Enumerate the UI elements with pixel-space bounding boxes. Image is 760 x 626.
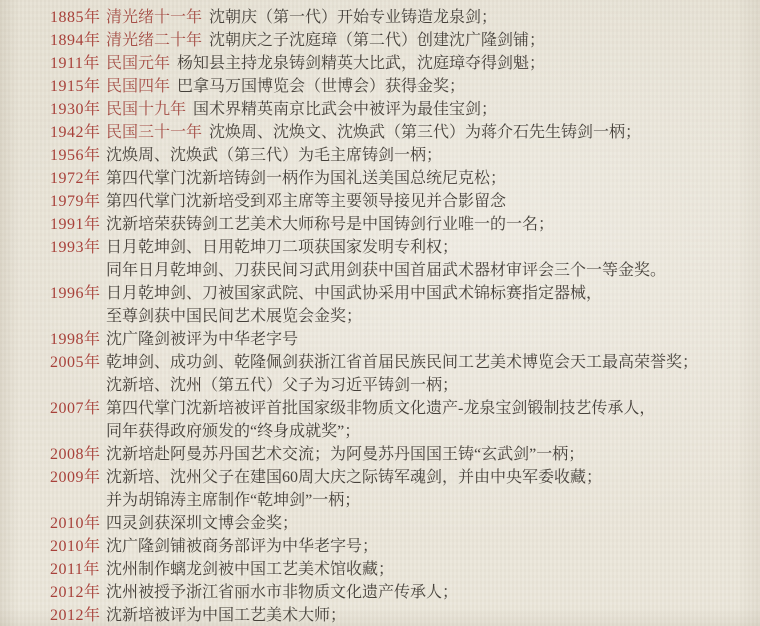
event-text: 民国元年 杨知县主持龙泉铸剑精英大比武，沈庭璋夺得剑魁； bbox=[106, 55, 546, 72]
year-label: 1979年 bbox=[50, 193, 101, 210]
event-text: 民国四年 巴拿马万国博览会（世博会）获得金奖； bbox=[106, 78, 466, 95]
era-label: 清光绪十一年 bbox=[106, 9, 203, 26]
timeline-row bbox=[50, 604, 752, 626]
year-label: 1993年 bbox=[50, 239, 101, 256]
year-label: 1972年 bbox=[50, 170, 101, 187]
year-label: 1998年 bbox=[50, 331, 101, 348]
timeline-row bbox=[50, 213, 752, 236]
year-label: 1911年 bbox=[50, 55, 100, 72]
timeline-row-continuation bbox=[50, 305, 752, 328]
timeline-row bbox=[50, 190, 752, 213]
year-label: 2012年 bbox=[50, 584, 101, 601]
timeline-row bbox=[50, 121, 752, 144]
event-text: 沈州被授予浙江省丽水市非物质文化遗产传承人； bbox=[106, 584, 459, 601]
year-label: 1956年 bbox=[50, 147, 101, 164]
timeline-row-continuation bbox=[50, 489, 752, 512]
year-label: 1894年 bbox=[50, 32, 101, 49]
year-label: 2010年 bbox=[50, 538, 101, 555]
timeline-row bbox=[50, 75, 752, 98]
timeline-row-continuation bbox=[50, 420, 752, 443]
event-text: 民国十九年 国术界精英南京比武会中被评为最佳宝剑； bbox=[106, 101, 498, 118]
event-text: 第四代掌门沈新培受到邓主席等主要领导接见并合影留念 bbox=[106, 193, 507, 210]
event-text: 沈新培、沈州父子在建国60周大庆之际铸军魂剑，并由中央军委收藏； bbox=[106, 469, 603, 486]
year-label: 2010年 bbox=[50, 515, 101, 532]
timeline-row bbox=[50, 466, 752, 489]
event-text: 同年获得政府颁发的“终身成就奖”； bbox=[106, 423, 361, 440]
event-text: 至尊剑获中国民间艺术展览会金奖； bbox=[106, 308, 363, 325]
timeline-row bbox=[50, 29, 752, 52]
year-label: 1930年 bbox=[50, 101, 101, 118]
timeline-row bbox=[50, 52, 752, 75]
era-label: 民国四年 bbox=[106, 78, 171, 95]
event-text: 清光绪十一年 沈朝庆（第一代）开始专业铸造龙泉剑； bbox=[106, 9, 498, 26]
event-text: 沈州制作螭龙剑被中国工艺美术馆收藏； bbox=[106, 561, 395, 578]
event-text: 沈焕周、沈焕武（第三代）为毛主席铸剑一柄； bbox=[106, 147, 443, 164]
timeline-row bbox=[50, 328, 752, 351]
timeline-row bbox=[50, 512, 752, 535]
event-text: 同年日月乾坤剑、刀获民间习武用剑获中国首届武术器材审评会三个一等金奖。 bbox=[106, 262, 667, 279]
timeline-row bbox=[50, 236, 752, 259]
timeline-row bbox=[50, 351, 752, 374]
year-label: 2009年 bbox=[50, 469, 101, 486]
timeline-row bbox=[50, 581, 752, 604]
year-label: 1942年 bbox=[50, 124, 101, 141]
era-label: 民国十九年 bbox=[106, 101, 187, 118]
event-text: 沈新培荣获铸剑工艺美术大师称号是中国铸剑行业唯一的一名； bbox=[106, 216, 555, 233]
year-label: 2011年 bbox=[50, 561, 100, 578]
year-label: 2007年 bbox=[50, 400, 101, 417]
event-text: 并为胡锦涛主席制作“乾坤剑”一柄； bbox=[106, 492, 361, 509]
era-label: 民国元年 bbox=[106, 55, 171, 72]
year-label: 1885年 bbox=[50, 9, 101, 26]
timeline-row bbox=[50, 6, 752, 29]
event-text: 沈新培、沈州（第五代）父子为习近平铸剑一柄； bbox=[106, 377, 459, 394]
event-text: 第四代掌门沈新培铸剑一柄作为国礼送美国总统尼克松； bbox=[106, 170, 507, 187]
timeline-row-continuation bbox=[50, 374, 752, 397]
year-label: 1996年 bbox=[50, 285, 101, 302]
event-text: 四灵剑获深圳文博会金奖； bbox=[106, 515, 299, 532]
event-text: 沈广隆剑被评为中华老字号 bbox=[106, 331, 299, 348]
timeline-row-continuation bbox=[50, 259, 752, 282]
event-text: 民国三十一年 沈焕周、沈焕文、沈焕武（第三代）为蒋介石先生铸剑一柄； bbox=[106, 124, 642, 141]
era-label: 清光绪二十年 bbox=[106, 32, 203, 49]
event-text: 沈广隆剑铺被商务部评为中华老字号； bbox=[106, 538, 379, 555]
event-text: 日月乾坤剑、刀被国家武院、中国武协采用中国武术锦标赛指定器械， bbox=[106, 285, 603, 302]
timeline-row bbox=[50, 282, 752, 305]
year-label: 2005年 bbox=[50, 354, 101, 371]
year-label: 2008年 bbox=[50, 446, 101, 463]
event-text: 沈新培被评为中国工艺美术大师； bbox=[106, 607, 347, 624]
timeline-row bbox=[50, 167, 752, 190]
event-text: 第四代掌门沈新培被评首批国家级非物质文化遗产-龙泉宝剑锻制技艺传承人， bbox=[106, 400, 656, 417]
event-text: 沈新培赴阿曼苏丹国艺术交流；为阿曼苏丹国国王铸“玄武剑”一柄； bbox=[106, 446, 585, 463]
year-label: 2012年 bbox=[50, 607, 101, 624]
year-label: 1915年 bbox=[50, 78, 101, 95]
era-label: 民国三十一年 bbox=[106, 124, 203, 141]
timeline-row bbox=[50, 558, 752, 581]
timeline-row bbox=[50, 397, 752, 420]
timeline-row bbox=[50, 535, 752, 558]
timeline-row bbox=[50, 98, 752, 121]
event-text: 清光绪二十年 沈朝庆之子沈庭璋（第二代）创建沈广隆剑铺； bbox=[106, 32, 546, 49]
event-text: 日月乾坤剑、日用乾坤刀二项获国家发明专利权； bbox=[106, 239, 459, 256]
year-label: 1991年 bbox=[50, 216, 101, 233]
timeline-row bbox=[50, 144, 752, 167]
timeline-row bbox=[50, 443, 752, 466]
event-text: 乾坤剑、成功剑、乾隆佩剑获浙江省首届民族民间工艺美术博览会天工最高荣誉奖； bbox=[106, 354, 699, 371]
